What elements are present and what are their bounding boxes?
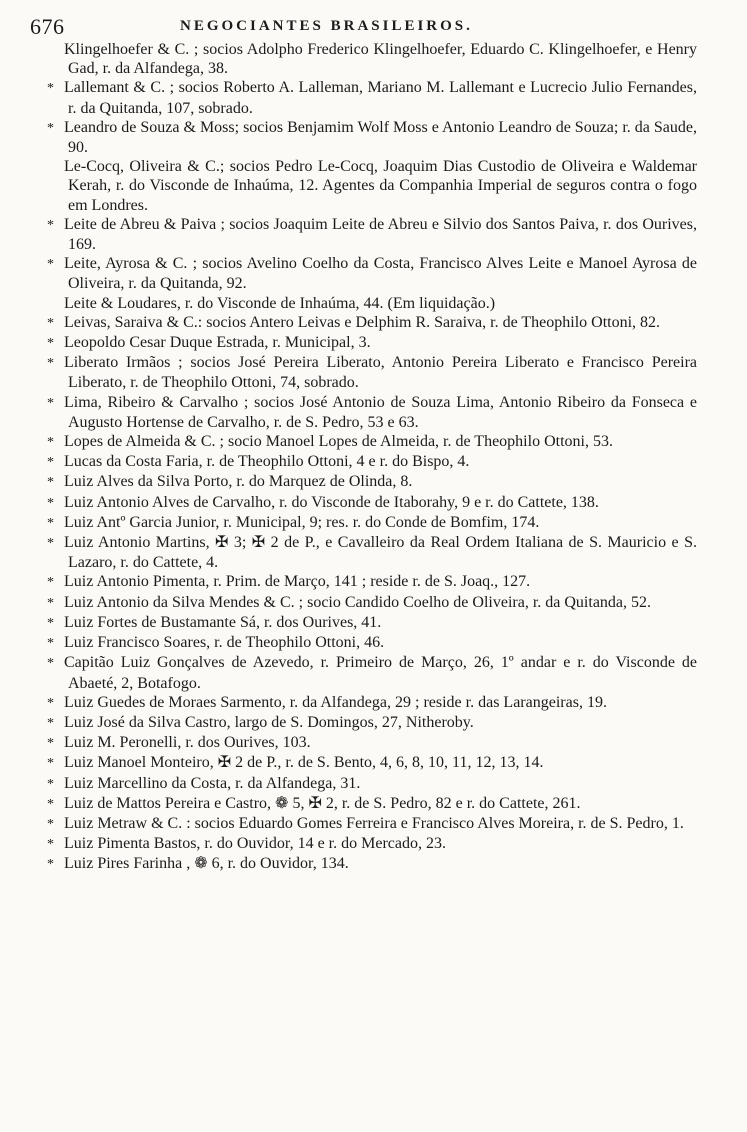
merchant-entry bbox=[30, 432, 697, 452]
merchant-entry bbox=[30, 313, 697, 333]
entry-marker: * bbox=[47, 615, 54, 631]
entry-text: Luiz Antonio Alves de Carvalho, r. do Visconde de Itaborahy, 9 e r. do Cattete, 138. bbox=[64, 493, 599, 511]
entry-text: Luiz Alves da Silva Porto, r. do Marquez de Olinda, 8. bbox=[64, 473, 413, 491]
entry-marker: * bbox=[47, 515, 54, 531]
merchant-entry bbox=[30, 533, 697, 572]
entry-text: Luiz Antonio da Silva Mendes & C. ; socio Candido Coelho de Oliveira, r. da Quitanda, 52. bbox=[64, 593, 652, 611]
merchant-entry bbox=[30, 40, 697, 78]
entry-text: Luiz Fortes de Bustamante Sá, r. dos Ourives, 41. bbox=[64, 613, 382, 631]
entry-text: Klingelhoefer & C. ; socios Adolpho Frederico Klingelhoefer, Eduardo C. Klingelhoefer, e Henry Gad, r. da Alfandega, 38. bbox=[64, 41, 697, 78]
entry-marker: * bbox=[47, 315, 54, 331]
merchant-entry bbox=[30, 653, 697, 692]
entry-text: Capitão Luiz Gonçalves de Azevedo, r. Primeiro de Março, 26, 1º andar e r. do Visconde de Abaeté, 2, Botafogo. bbox=[64, 654, 697, 692]
entry-text: Luiz Marcellino da Costa, r. da Alfandega, 31. bbox=[64, 774, 361, 792]
merchant-entry bbox=[30, 613, 697, 633]
entry-marker: * bbox=[47, 395, 54, 411]
entry-marker: * bbox=[47, 356, 54, 372]
entry-text: Leandro de Souza & Moss; socios Benjamim Wolf Moss e Antonio Leandro de Souza; r. da Saude, 90. bbox=[64, 118, 697, 157]
entry-text: Luiz de Mattos Pereira e Castro, ❁ 5, ✠ 2, r. de S. Pedro, 82 e r. do Cattete, 261. bbox=[64, 794, 581, 812]
entry-text: Luiz Pimenta Bastos, r. do Ouvidor, 14 e r. do Mercado, 23. bbox=[64, 835, 446, 853]
entry-marker: * bbox=[47, 695, 54, 711]
entry-marker: * bbox=[47, 575, 54, 591]
merchant-entry bbox=[30, 854, 697, 874]
entry-text: Luiz Metraw & C. : socios Eduardo Gomes Ferreira e Francisco Alves Moreira, r. de S. Pedro, 1. bbox=[64, 814, 684, 832]
merchant-entry bbox=[30, 215, 697, 254]
entry-text: Luiz Antonio Pimenta, r. Prim. de Março, 141 ; reside r. de S. Joaq., 127. bbox=[64, 573, 531, 591]
entry-marker: * bbox=[47, 715, 54, 731]
entry-text: Lallemant & C. ; socios Roberto A. Lalleman, Mariano M. Lallemant e Lucrecio Julio Fernandes, r. da Quitanda, 107, sobrado. bbox=[64, 79, 697, 117]
merchant-entry bbox=[30, 472, 697, 492]
entry-marker: * bbox=[47, 336, 54, 352]
merchant-entry bbox=[30, 78, 697, 117]
entry-marker: * bbox=[47, 455, 54, 471]
merchant-entry bbox=[30, 593, 697, 613]
entry-marker: * bbox=[47, 475, 54, 491]
merchant-entry bbox=[30, 513, 697, 533]
merchant-entry bbox=[30, 353, 697, 392]
entry-marker: * bbox=[47, 656, 54, 672]
merchant-entry bbox=[30, 814, 697, 834]
merchant-entry bbox=[30, 633, 697, 653]
merchant-entry bbox=[30, 693, 697, 713]
entry-marker: * bbox=[47, 756, 54, 772]
entry-text: Luiz Pires Farinha , ❁ 6, r. do Ouvidor, 134. bbox=[64, 855, 349, 873]
merchant-entry bbox=[30, 493, 697, 513]
entry-marker: * bbox=[47, 776, 54, 792]
merchant-entry bbox=[30, 118, 697, 157]
merchant-entry bbox=[30, 572, 697, 592]
merchant-entry bbox=[30, 834, 697, 854]
entry-marker: * bbox=[47, 217, 54, 233]
entry-text: Leite & Loudares, r. do Visconde de Inhaúma, 44. (Em liquidação.) bbox=[64, 294, 496, 312]
entry-text: Lucas da Costa Faria, r. de Theophilo Ottoni, 4 e r. do Bispo, 4. bbox=[64, 453, 470, 471]
entry-marker: * bbox=[47, 595, 54, 611]
entry-marker: * bbox=[47, 435, 54, 451]
entry-text: Luiz Francisco Soares, r. de Theophilo Ottoni, 46. bbox=[64, 634, 385, 652]
entry-text: Luiz M. Peronelli, r. dos Ourives, 103. bbox=[64, 734, 311, 752]
entry-text: Luiz Guedes de Moraes Sarmento, r. da Alfandega, 29 ; reside r. das Larangeiras, 19. bbox=[64, 693, 607, 711]
entry-text: Leite, Ayrosa & C. ; socios Avelino Coelho da Costa, Francisco Alves Leite e Manoel Ayrosa de Oliveira, r. da Quitanda, 92. bbox=[64, 255, 697, 293]
page-header bbox=[30, 10, 697, 40]
merchant-entry bbox=[30, 774, 697, 794]
entry-marker: * bbox=[47, 120, 54, 136]
entry-text: Leite de Abreu & Paiva ; socios Joaquim Leite de Abreu e Silvio dos Santos Paiva, r. dos Ourives, 169. bbox=[64, 215, 697, 254]
entry-text: Luiz José da Silva Castro, largo de S. Domingos, 27, Nitheroby. bbox=[64, 713, 474, 731]
merchant-entry bbox=[30, 794, 697, 814]
entry-text: Lopes de Almeida & C. ; socio Manoel Lopes de Almeida, r. de Theophilo Ottoni, 53. bbox=[64, 433, 613, 451]
entry-marker: * bbox=[47, 816, 54, 832]
entry-marker: * bbox=[47, 857, 54, 873]
entry-text: Luiz Manoel Monteiro, ✠ 2 de P., r. de S. Bento, 4, 6, 8, 10, 11, 12, 13, 14. bbox=[64, 754, 544, 772]
running-title: NEGOCIANTES BRASILEIROS. bbox=[180, 18, 473, 34]
entry-text: Luiz Antonio Martins, ✠ 3; ✠ 2 de P., e Cavalleiro da Real Ordem Italiana de S. Mauricio e S. Lazaro, r. do Cattete, 4. bbox=[64, 534, 697, 572]
entry-text: Leopoldo Cesar Duque Estrada, r. Municipal, 3. bbox=[64, 334, 371, 352]
merchant-entry bbox=[30, 452, 697, 472]
entry-marker: * bbox=[47, 837, 54, 853]
merchant-entry bbox=[30, 333, 697, 353]
merchant-list bbox=[30, 40, 697, 875]
entry-marker: * bbox=[47, 636, 54, 652]
entry-text: Le-Cocq, Oliveira & C.; socios Pedro Le-Cocq, Joaquim Dias Custodio de Oliveira e Waldemar Kerah, r. do Visconde de Inhaúma, 12. Agentes da Companhia Imperial de seguros contra o fogo em Londres. bbox=[64, 158, 697, 214]
entry-marker: * bbox=[47, 495, 54, 511]
merchant-entry bbox=[30, 254, 697, 293]
merchant-entry bbox=[30, 393, 697, 432]
entry-marker: * bbox=[47, 81, 54, 97]
merchant-entry bbox=[30, 753, 697, 773]
merchant-entry bbox=[30, 294, 697, 313]
entry-text: Liberato Irmãos ; socios José Pereira Liberato, Antonio Pereira Liberato e Francisco Pereira Liberato, r. de Theophilo Ottoni, 74, sobrado. bbox=[64, 354, 697, 392]
merchant-entry bbox=[30, 157, 697, 215]
entry-marker: * bbox=[47, 257, 54, 273]
merchant-entry bbox=[30, 733, 697, 753]
page-number: 676 bbox=[30, 14, 65, 39]
entry-text: Leivas, Saraiva & C.: socios Antero Leivas e Delphim R. Saraiva, r. de Theophilo Ottoni, 82. bbox=[64, 313, 661, 331]
merchant-entry bbox=[30, 713, 697, 733]
entry-marker: * bbox=[47, 736, 54, 752]
entry-marker: * bbox=[47, 796, 54, 812]
entry-marker: * bbox=[47, 536, 54, 552]
entry-text: Lima, Ribeiro & Carvalho ; socios José Antonio de Souza Lima, Antonio Ribeiro da Fonseca e Augusto Hortense de Carvalho, r. de S. Pedro, 53 e 63. bbox=[64, 393, 697, 431]
entry-text: Luiz Antº Garcia Junior, r. Municipal, 9; res. r. do Conde de Bomfim, 174. bbox=[64, 513, 540, 531]
